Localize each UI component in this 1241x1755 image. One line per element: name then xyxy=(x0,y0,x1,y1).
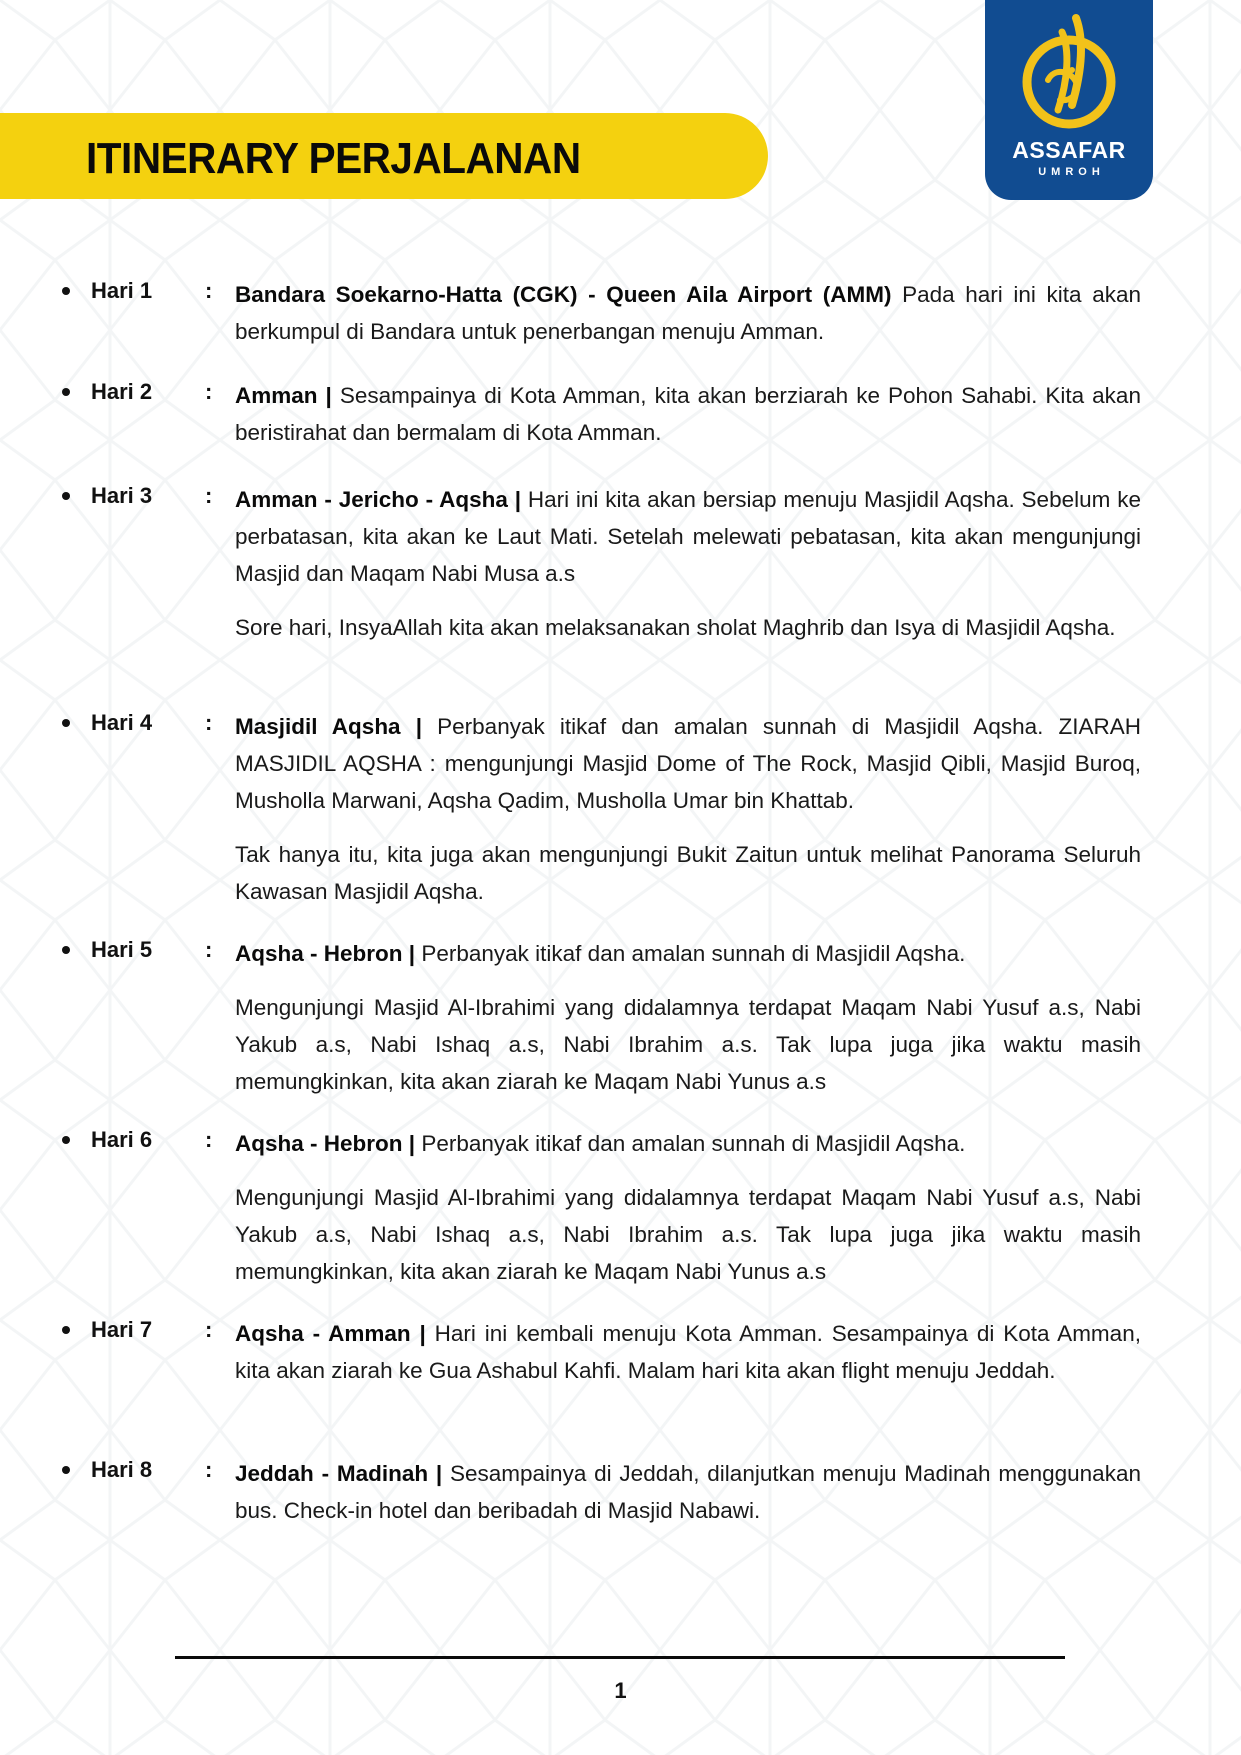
logo-name: ASSAFAR xyxy=(1012,137,1126,163)
day-text: Hari ini kita akan bersiap menuju Masjidil Aqsha. Sebelum ke perbatasan, kita akan ke Laut Mati. Setelah melewati pebatasan, kita akan mengunjungi Masjid dan Maqam Nabi Musa a.s xyxy=(235,487,1141,586)
day-title: Masjidil Aqsha xyxy=(235,714,401,739)
day-title: Bandara Soekarno-Hatta (CGK) - Queen Aila Airport (AMM) xyxy=(235,282,892,307)
day-label: Hari 7 xyxy=(91,1317,153,1342)
bullet-icon xyxy=(62,719,70,727)
separator: | xyxy=(325,383,332,408)
colon: : xyxy=(205,483,213,508)
page-title: ITINERARY PERJALANAN xyxy=(86,134,581,183)
day-text: Sesampainya di Kota Amman, kita akan berziarah ke Pohon Sahabi. Kita akan beristirahat dan bermalam di Kota Amman. xyxy=(235,383,1141,445)
day-description xyxy=(235,1455,1141,1546)
day-description xyxy=(235,935,1141,1117)
bullet-icon xyxy=(62,287,70,295)
colon: : xyxy=(205,1457,213,1482)
colon: : xyxy=(205,1317,213,1342)
day-description xyxy=(235,1125,1141,1307)
separator: | xyxy=(419,1321,426,1346)
day-label: Hari 4 xyxy=(91,710,153,735)
day-text: Hari ini kembali menuju Kota Amman. Sesampainya di Kota Amman, kita akan ziarah ke Gua Ashabul Kahfi. Malam hari kita akan flight menuju Jeddah. xyxy=(235,1321,1141,1383)
bullet-icon xyxy=(62,492,70,500)
day-title: Aqsha - Hebron xyxy=(235,941,403,966)
day-extra-text: Mengunjungi Masjid Al-Ibrahimi yang didalamnya terdapat Maqam Nabi Yusuf a.s, Nabi Yakub a.s, Nabi Ishaq a.s, Nabi Ibrahim a.s. Tak lupa juga jika waktu masih memungkinkan, kita akan ziarah ke Maqam Nabi Yunus a.s xyxy=(235,995,1141,1094)
colon: : xyxy=(205,278,213,303)
day-title: Jeddah - Madinah xyxy=(235,1461,429,1486)
day-text: Perbanyak itikaf dan amalan sunnah di Masjidil Aqsha. xyxy=(421,1131,966,1156)
page-number: 1 xyxy=(614,1678,627,1703)
day-description xyxy=(235,276,1141,367)
day-description xyxy=(235,708,1141,927)
day-label: Hari 8 xyxy=(91,1457,153,1482)
day-text: Pada hari ini kita akan berkumpul di Bandara untuk penerbangan menuju Amman. xyxy=(235,282,1141,344)
day-description xyxy=(235,481,1141,663)
day-title: Amman - Jericho - Aqsha xyxy=(235,487,508,512)
day-extra-text: Mengunjungi Masjid Al-Ibrahimi yang didalamnya terdapat Maqam Nabi Yusuf a.s, Nabi Yakub a.s, Nabi Ishaq a.s, Nabi Ibrahim a.s. Tak lupa juga jika waktu masih memungkinkan, kita akan ziarah ke Maqam Nabi Yunus a.s xyxy=(235,1185,1141,1284)
day-label: Hari 5 xyxy=(91,937,153,962)
day-text: Sesampainya di Jeddah, dilanjutkan menuju Madinah menggunakan bus. Check-in hotel dan beribadah di Masjid Nabawi. xyxy=(235,1461,1141,1523)
separator: | xyxy=(514,487,521,512)
arabic-calligraphy-emblem-icon xyxy=(1014,10,1124,135)
bullet-icon xyxy=(62,388,70,396)
day-label: Hari 1 xyxy=(91,278,153,303)
colon: : xyxy=(205,379,213,404)
colon: : xyxy=(205,1127,213,1152)
bullet-icon xyxy=(62,1466,70,1474)
footer-divider xyxy=(175,1656,1065,1659)
assafar-umroh-logo xyxy=(985,0,1153,200)
separator: | xyxy=(408,1131,416,1156)
bullet-icon xyxy=(62,1326,70,1334)
day-description xyxy=(235,377,1141,468)
colon: : xyxy=(205,937,213,962)
day-label: Hari 6 xyxy=(91,1127,153,1152)
bullet-icon xyxy=(62,946,70,954)
day-title: Amman xyxy=(235,383,318,408)
bullet-icon xyxy=(62,1136,70,1144)
day-title: Aqsha - Amman xyxy=(235,1321,411,1346)
day-label: Hari 2 xyxy=(91,379,153,404)
day-extra-text: Tak hanya itu, kita juga akan mengunjungi Bukit Zaitun untuk melihat Panorama Seluruh Kawasan Masjidil Aqsha. xyxy=(235,842,1141,904)
day-label: Hari 3 xyxy=(91,483,153,508)
colon: : xyxy=(205,710,213,735)
separator: | xyxy=(408,941,416,966)
day-extra-text: Sore hari, InsyaAllah kita akan melaksanakan sholat Maghrib dan Isya di Masjidil Aqsha. xyxy=(235,615,1116,640)
day-description xyxy=(235,1315,1141,1406)
day-title: Aqsha - Hebron xyxy=(235,1131,403,1156)
day-text: Perbanyak itikaf dan amalan sunnah di Masjidil Aqsha. ZIARAH MASJIDIL AQSHA : mengunjungi Masjid Dome of The Rock, Masjid Qibli, Masjid Buroq, Musholla Marwani, Aqsha Qadim, Musholla Umar bin Khattab. xyxy=(235,714,1141,813)
logo-subtitle: UMROH xyxy=(1038,166,1105,178)
separator: | xyxy=(415,714,423,739)
day-text: Perbanyak itikaf dan amalan sunnah di Masjidil Aqsha. xyxy=(421,941,966,966)
separator: | xyxy=(435,1461,443,1486)
